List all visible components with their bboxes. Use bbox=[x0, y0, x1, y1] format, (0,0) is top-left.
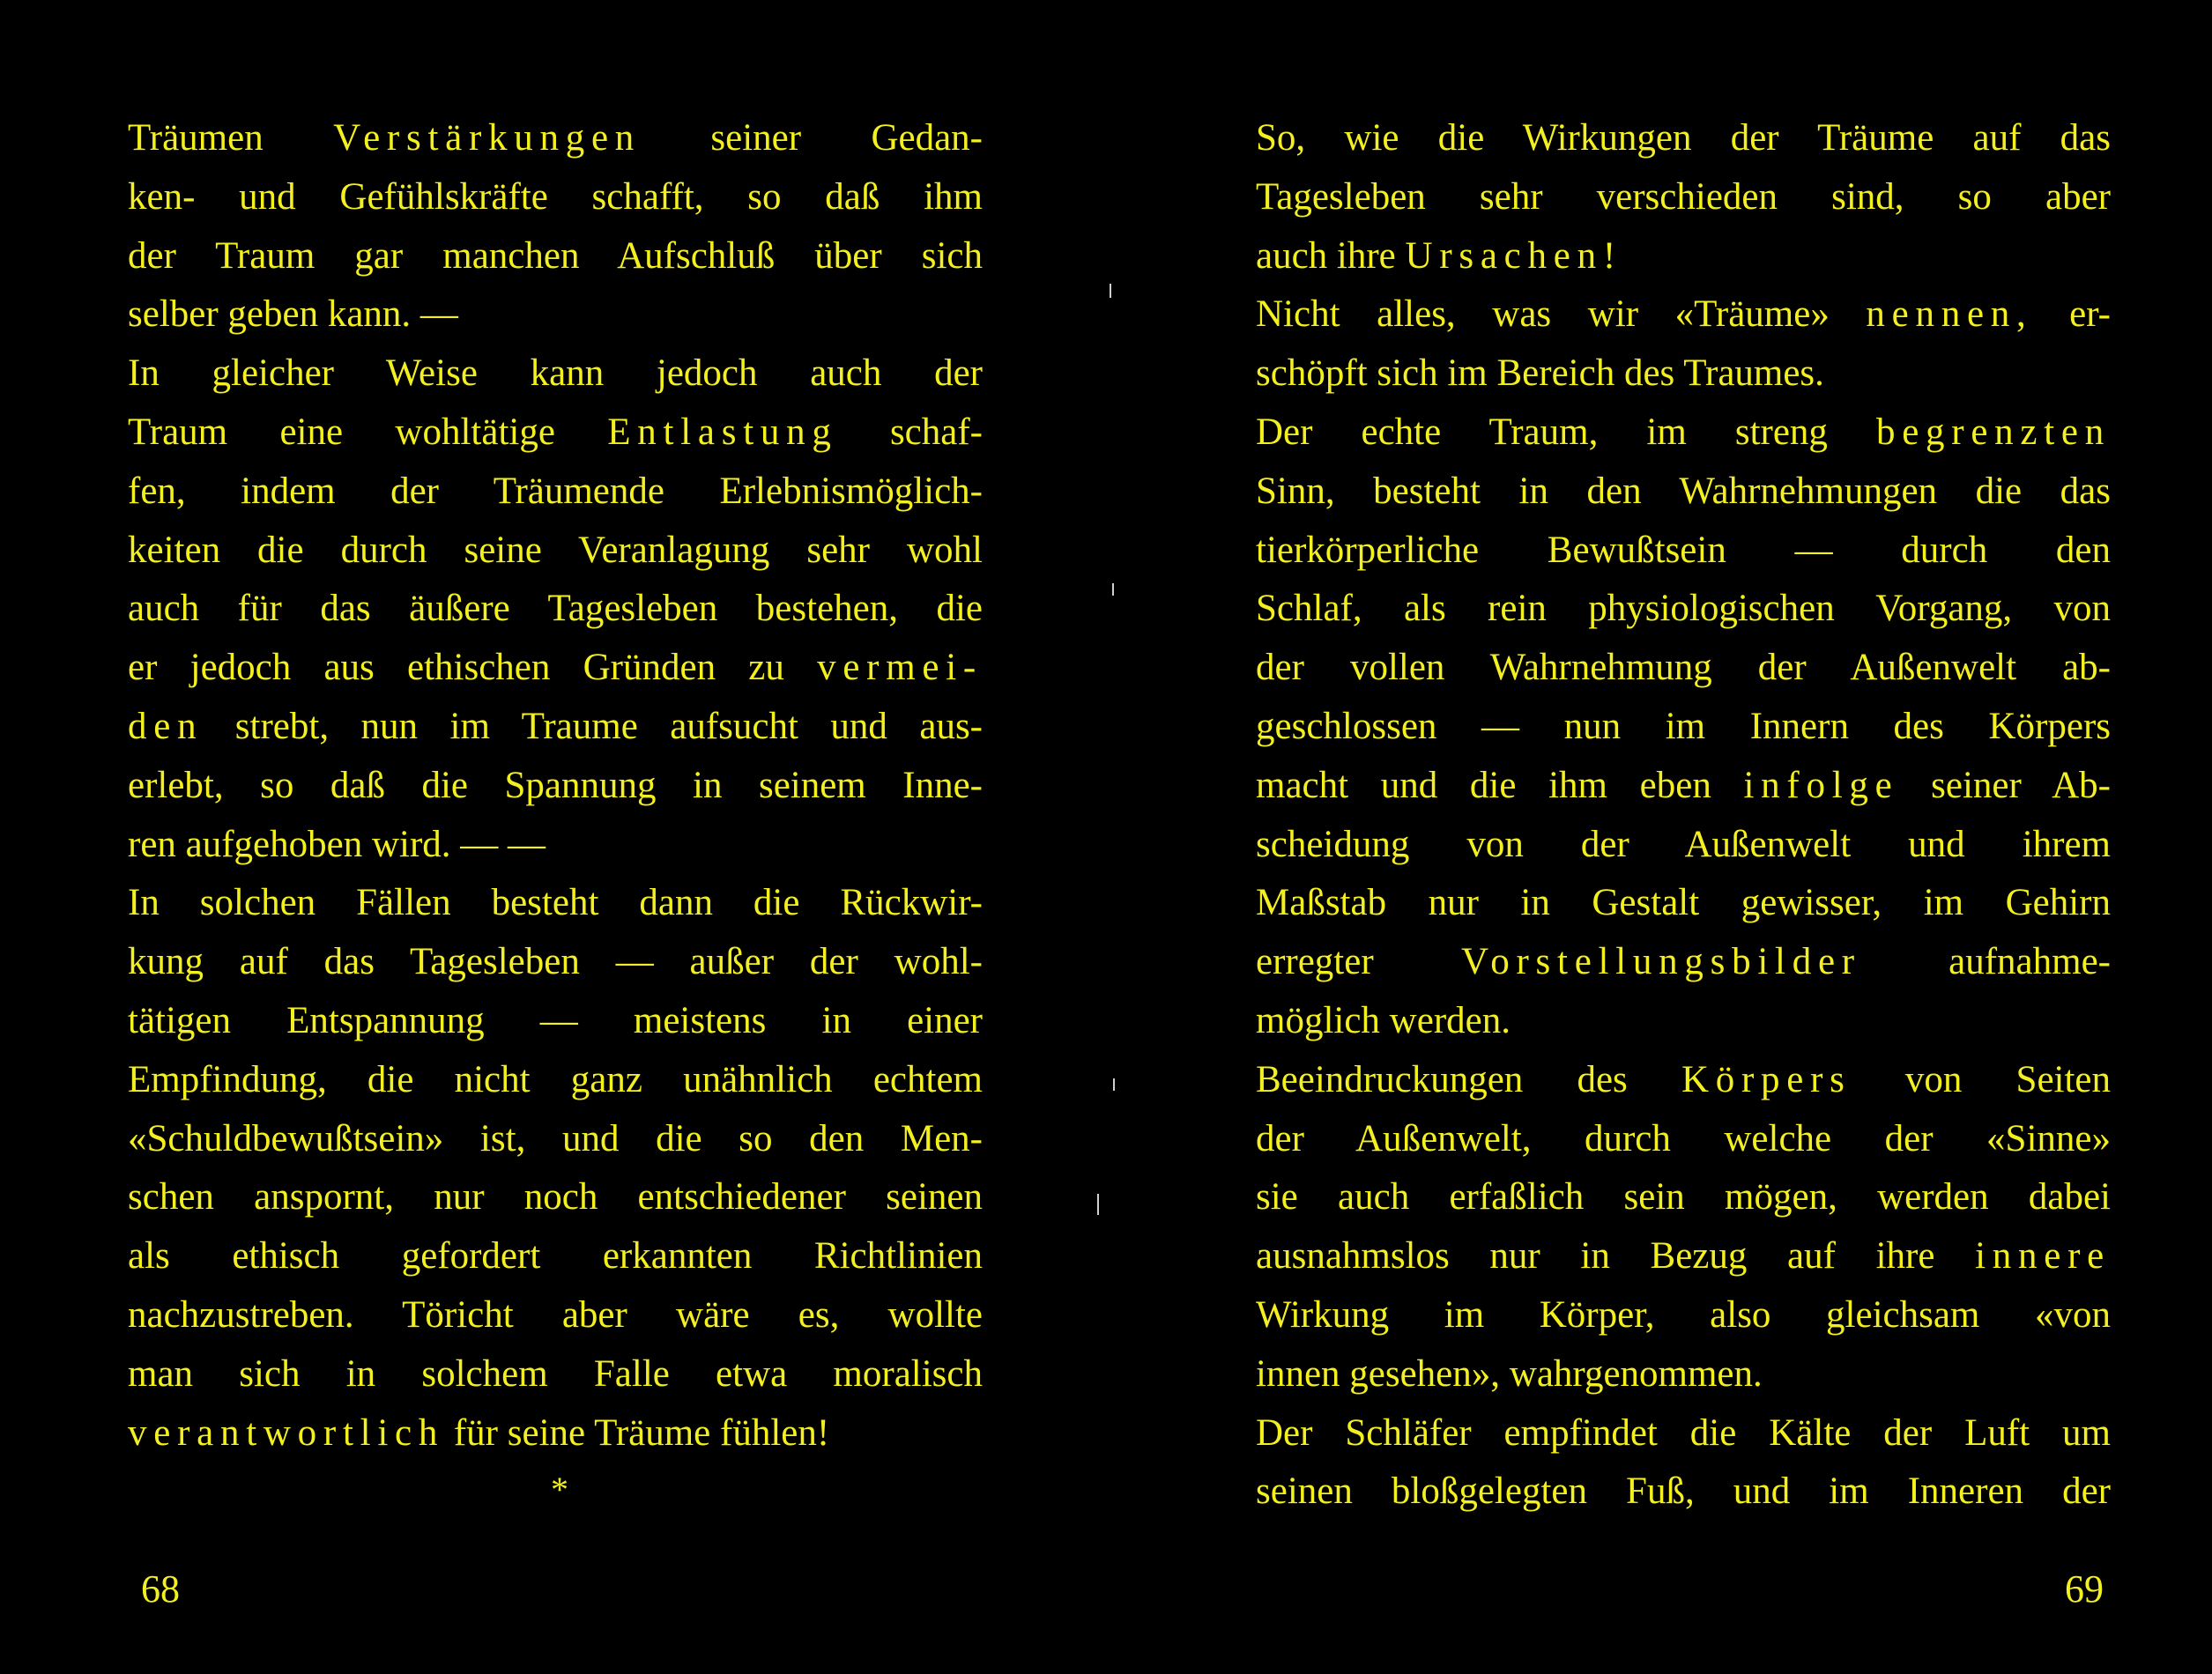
text-run: Traum eine wohltätige bbox=[128, 411, 608, 453]
text-run: möglich werden. bbox=[1256, 999, 1511, 1041]
text-run: tierkörperliche Bewußtsein — durch den bbox=[1256, 529, 2111, 571]
text-line bbox=[1256, 1345, 2111, 1404]
text-line bbox=[128, 168, 983, 227]
text-line bbox=[128, 933, 983, 992]
text-run: Der echte Traum, im streng bbox=[1256, 411, 1876, 453]
spaced-emphasis: vermei- bbox=[817, 647, 983, 689]
text-run: ren aufgehoben wird. — — bbox=[128, 823, 546, 865]
text-run: Der Schläfer empfindet die Kälte der Luft um bbox=[1256, 1411, 2111, 1454]
text-line bbox=[1256, 933, 2111, 992]
text-line bbox=[1256, 639, 2111, 698]
text-run: für seine Träume fühlen! bbox=[444, 1411, 830, 1454]
gutter-speck bbox=[1113, 1078, 1115, 1091]
text-run: ausnahmslos nur in Bezug auf ihre bbox=[1256, 1235, 1976, 1278]
text-run: In gleicher Weise kann jedoch auch der bbox=[128, 352, 983, 395]
text-line bbox=[1256, 1463, 2111, 1522]
text-line bbox=[1256, 580, 2111, 639]
text-line bbox=[1256, 1110, 2111, 1169]
text-run: ken- und Gefühlskräfte schafft, so daß ihm bbox=[128, 175, 983, 218]
text-line bbox=[128, 227, 983, 286]
text-run: Maßstab nur in Gestalt gewisser, im Gehirn bbox=[1256, 882, 2111, 924]
text-line bbox=[1256, 1168, 2111, 1227]
text-run: er- bbox=[2032, 293, 2111, 336]
text-line bbox=[1256, 1404, 2111, 1463]
text-line bbox=[1256, 992, 2111, 1051]
text-line bbox=[1256, 1286, 2111, 1345]
text-line bbox=[128, 580, 983, 639]
text-run: strebt, nun im Traume aufsucht und aus- bbox=[203, 705, 983, 747]
spaced-emphasis: innere bbox=[1975, 1235, 2111, 1278]
text-run: selber geben kann. — bbox=[128, 293, 458, 336]
text-line bbox=[128, 1286, 983, 1345]
text-line bbox=[1256, 404, 2111, 463]
spaced-emphasis: Körpers bbox=[1681, 1058, 1852, 1100]
text-run: innen gesehen», wahrgenommen. bbox=[1256, 1352, 1763, 1395]
text-run: sie auch erfaßlich sein mögen, werden dabei bbox=[1256, 1176, 2111, 1218]
gutter-speck bbox=[1110, 284, 1111, 298]
text-line bbox=[1256, 874, 2111, 933]
gutter-speck bbox=[1112, 583, 1114, 596]
page-number-right: 69 bbox=[2065, 1567, 2104, 1611]
right-page-body bbox=[1256, 109, 2111, 1522]
text-run: seinen bloßgelegten Fuß, und im Inneren der bbox=[1256, 1470, 2111, 1513]
text-line bbox=[1256, 168, 2111, 227]
text-run: als ethisch gefordert erkannten Richtlinien bbox=[128, 1235, 983, 1278]
text-line bbox=[1256, 344, 2111, 404]
text-line bbox=[128, 404, 983, 463]
text-run: «Schuldbewußtsein» ist, und die so den Men- bbox=[128, 1117, 983, 1159]
text-line bbox=[1256, 816, 2111, 875]
text-run: schöpft sich im Bereich des Traumes. bbox=[1256, 352, 1824, 395]
text-line bbox=[1256, 285, 2111, 344]
text-line bbox=[128, 1345, 983, 1404]
text-line bbox=[128, 992, 983, 1051]
text-line bbox=[128, 285, 983, 344]
text-line bbox=[128, 639, 983, 698]
text-run: auch ihre bbox=[1256, 234, 1406, 277]
spaced-emphasis: Vorstellungsbilder bbox=[1460, 941, 1861, 983]
text-line bbox=[128, 463, 983, 522]
text-run: erlebt, so daß die Spannung in seinem Inne- bbox=[128, 764, 983, 806]
text-run: erregter bbox=[1256, 941, 1461, 983]
text-line bbox=[128, 874, 983, 933]
text-run: keiten die durch seine Veranlagung sehr wohl bbox=[128, 529, 983, 571]
text-line bbox=[128, 816, 983, 875]
spaced-emphasis: begrenzten bbox=[1875, 411, 2111, 453]
text-line bbox=[128, 1110, 983, 1169]
text-run: nachzustreben. Töricht aber wäre es, wollte bbox=[128, 1293, 983, 1336]
text-run: In solchen Fällen besteht dann die Rückwir- bbox=[128, 882, 983, 924]
text-line bbox=[1256, 463, 2111, 522]
text-run: von Seiten bbox=[1851, 1058, 2112, 1100]
text-run: Beeindruckungen des bbox=[1256, 1058, 1681, 1100]
text-run: der Außenwelt, durch welche der «Sinne» bbox=[1256, 1117, 2111, 1159]
text-line bbox=[128, 1051, 983, 1110]
spaced-emphasis: den bbox=[128, 705, 204, 747]
text-run: macht und die ihm eben bbox=[1256, 764, 1744, 806]
text-run: aufnahme- bbox=[1860, 941, 2111, 983]
text-line bbox=[1256, 227, 2111, 286]
text-line bbox=[1256, 757, 2111, 816]
text-run: der Traum gar manchen Aufschluß über sich bbox=[128, 234, 983, 277]
text-run: scheidung von der Außenwelt und ihrem bbox=[1256, 823, 2111, 865]
text-line bbox=[1256, 1051, 2111, 1110]
gutter-speck bbox=[1097, 1194, 1099, 1215]
text-run: man sich in solchem Falle etwa moralisch bbox=[128, 1352, 983, 1395]
text-line bbox=[128, 757, 983, 816]
text-run: kung auf das Tagesleben — außer der wohl- bbox=[128, 941, 983, 983]
text-run: Tagesleben sehr verschieden sind, so aber bbox=[1256, 175, 2111, 218]
text-run: Schlaf, als rein physiologischen Vorgang, von bbox=[1256, 588, 2111, 630]
text-line bbox=[128, 1168, 983, 1227]
text-run: fen, indem der Träumende Erlebnismöglich- bbox=[128, 470, 983, 512]
text-run: der vollen Wahrnehmung der Außenwelt ab- bbox=[1256, 647, 2111, 689]
text-line bbox=[128, 344, 983, 404]
text-run: Empfindung, die nicht ganz unähnlich echtem bbox=[128, 1058, 983, 1100]
text-line bbox=[128, 698, 983, 757]
text-run: Wirkung im Körper, also gleichsam «von bbox=[1256, 1293, 2111, 1336]
text-line bbox=[128, 522, 983, 581]
spaced-emphasis: verantwortlich bbox=[128, 1411, 445, 1454]
text-run: So, wie die Wirkungen der Träume auf das bbox=[1256, 117, 2111, 159]
text-run: seiner Gedan- bbox=[641, 117, 983, 159]
text-run: auch für das äußere Tagesleben bestehen, die bbox=[128, 588, 983, 630]
text-line bbox=[128, 1404, 983, 1463]
text-run: Nicht alles, was wir «Träume» bbox=[1256, 293, 1867, 336]
spaced-emphasis: infolge bbox=[1743, 764, 1899, 806]
text-line bbox=[1256, 698, 2111, 757]
text-run: schen anspornt, nur noch entschiedener seinen bbox=[128, 1176, 983, 1218]
spaced-emphasis: Ursachen! bbox=[1405, 234, 1622, 277]
spaced-emphasis: Entlastung bbox=[607, 411, 838, 453]
text-line bbox=[1256, 522, 2111, 581]
spaced-emphasis: Verstärkungen bbox=[333, 117, 642, 159]
text-run: seiner Ab- bbox=[1898, 764, 2111, 806]
left-page-body bbox=[128, 109, 983, 1463]
section-separator: * bbox=[551, 1470, 568, 1509]
text-run: er jedoch aus ethischen Gründen zu bbox=[128, 647, 818, 689]
text-run: tätigen Entspannung — meistens in einer bbox=[128, 999, 983, 1041]
text-line bbox=[1256, 1227, 2111, 1286]
text-line bbox=[1256, 109, 2111, 168]
text-run: Träumen bbox=[128, 117, 334, 159]
page-number-left: 68 bbox=[141, 1567, 180, 1611]
text-run: schaf- bbox=[837, 411, 983, 453]
right-page bbox=[1106, 0, 2212, 1674]
text-run: Sinn, besteht in den Wahrnehmungen die das bbox=[1256, 470, 2111, 512]
text-line bbox=[128, 109, 983, 168]
text-run: geschlossen — nun im Innern des Körpers bbox=[1256, 705, 2111, 747]
spaced-emphasis: nennen, bbox=[1866, 293, 2033, 336]
text-line bbox=[128, 1227, 983, 1286]
